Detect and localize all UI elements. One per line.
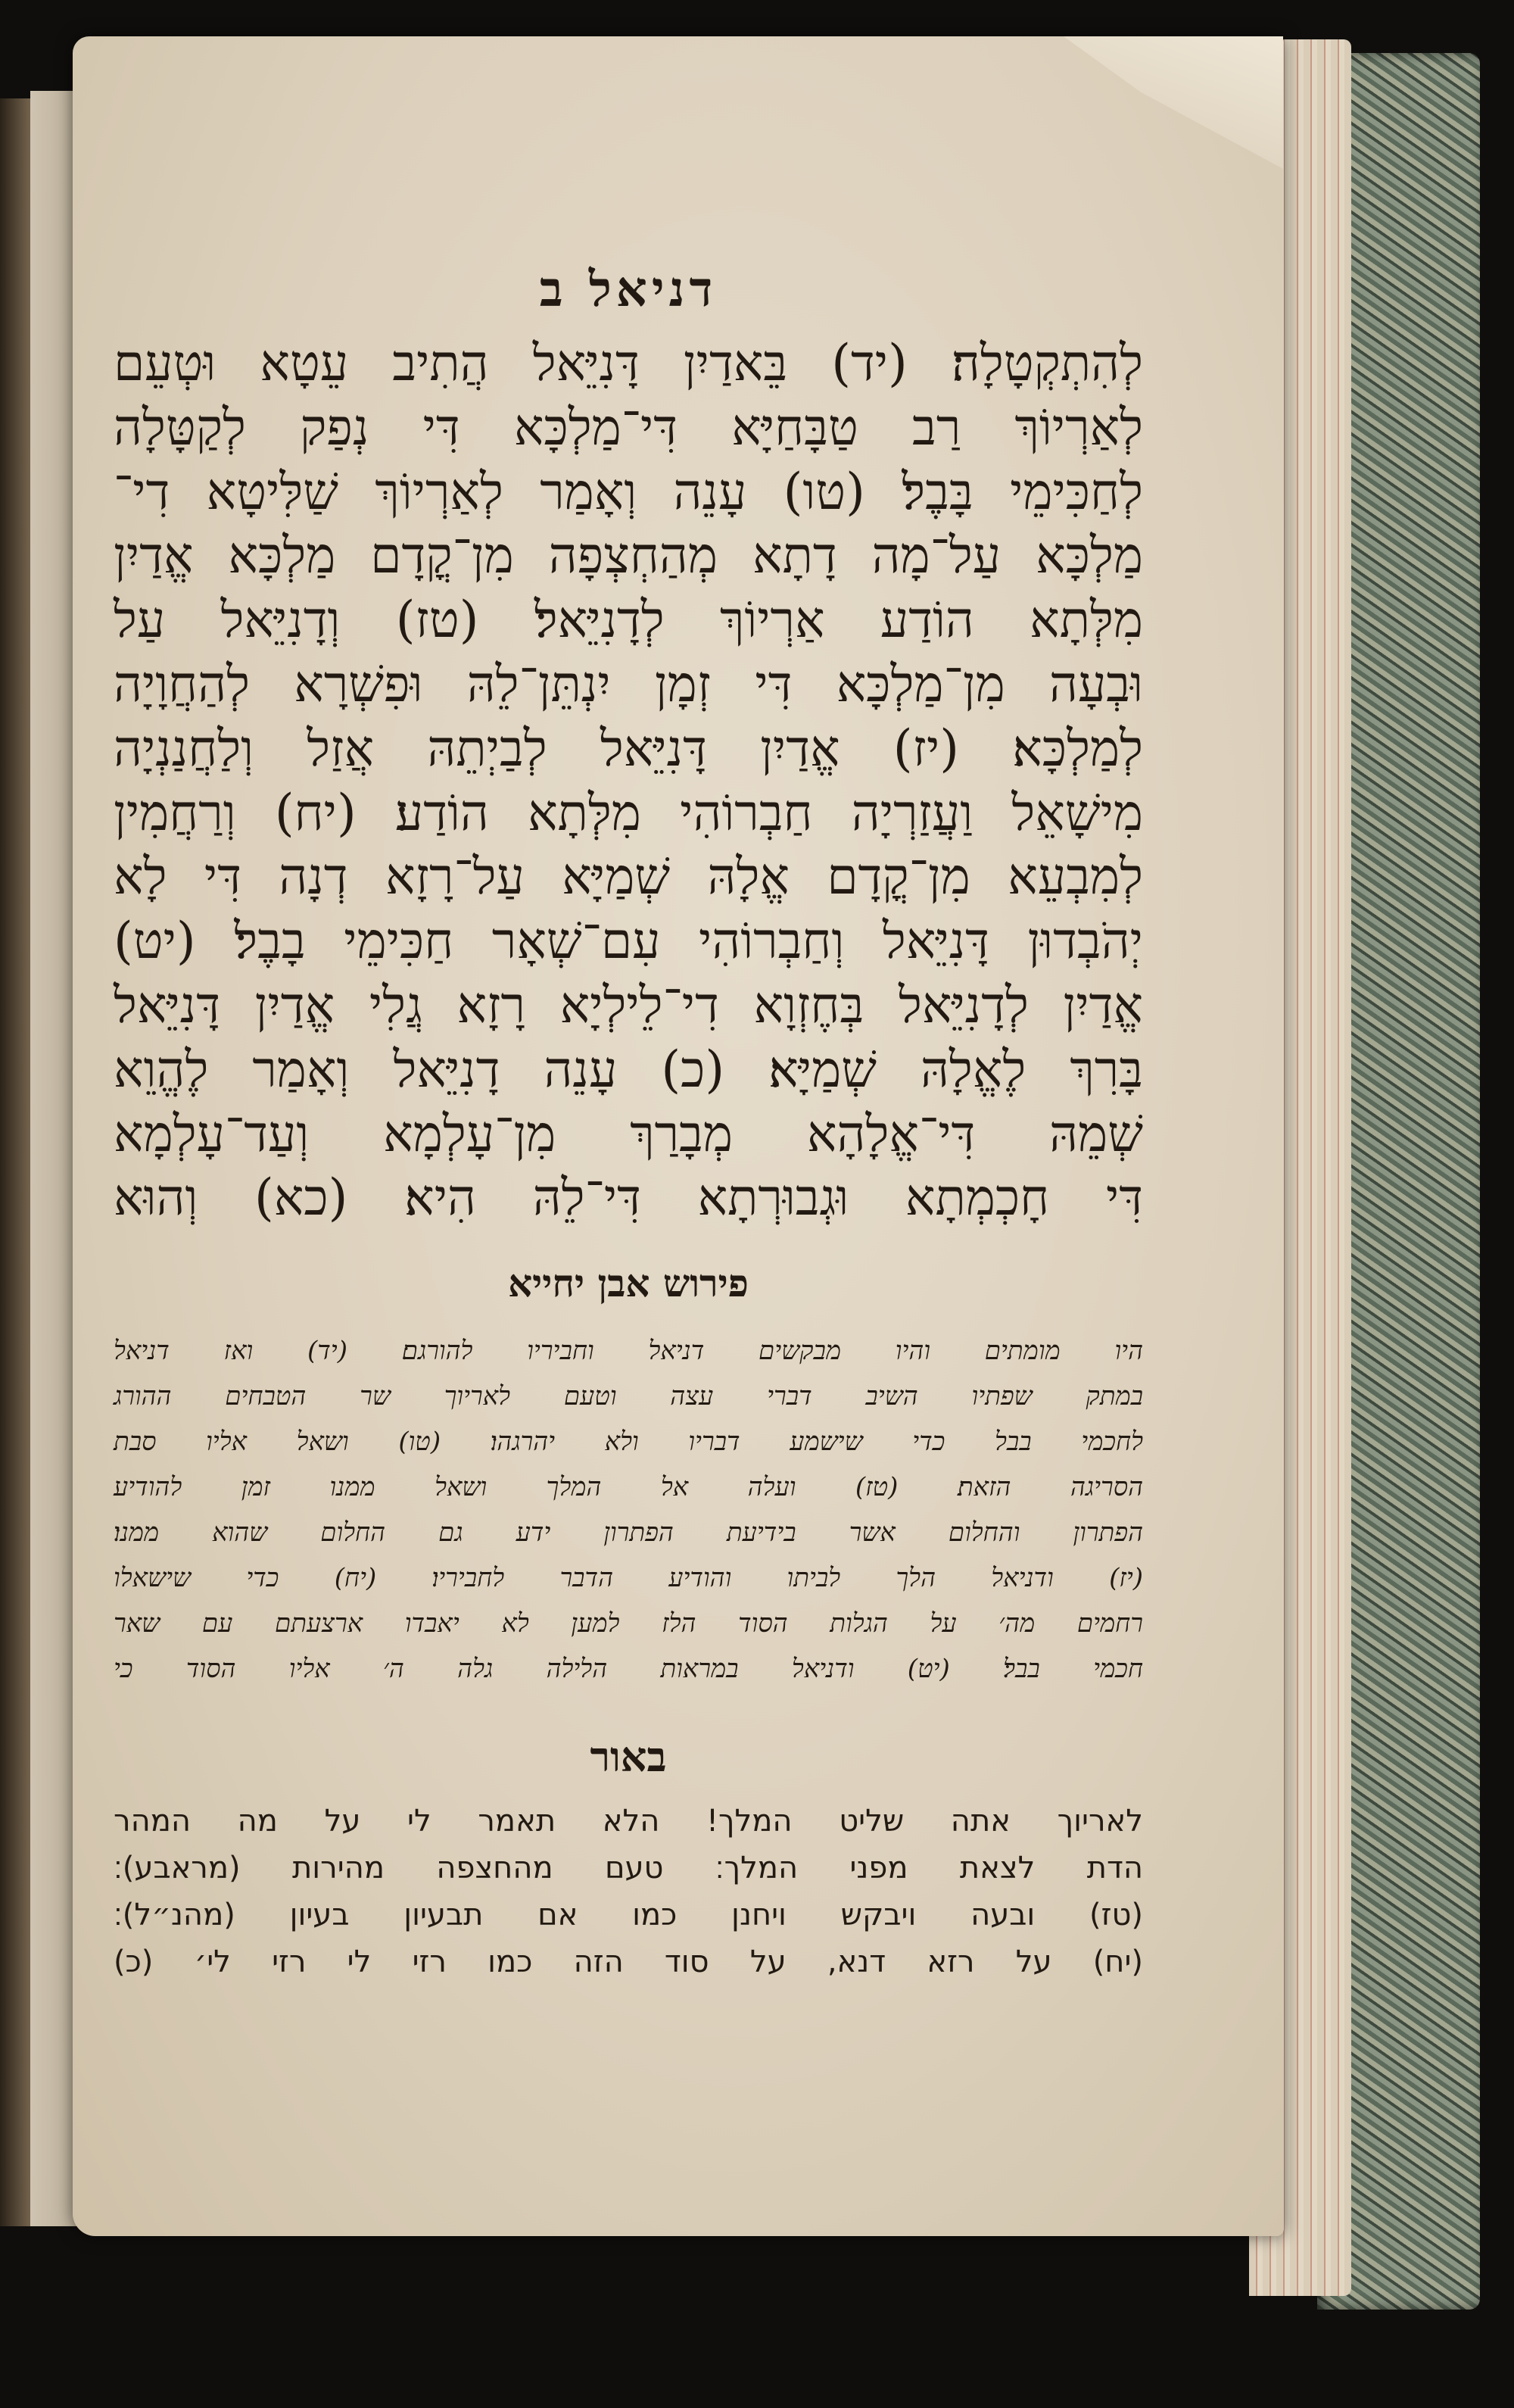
scripture-line: אֱדַיִן לְדָנִיֵּאל בְּחֶזְוָא דִי־לֵילְיָא רָזָא גֲלִי אֱדַיִן דָּנִיֵּאל bbox=[114, 975, 1143, 1034]
scripture-line: יְהֹבְדוּן דָּנִיֵּאל וְחַבְרוֹהִי עִם־שְׁאָר חַכִּימֵי בָבֶל׃ (יט) bbox=[114, 912, 1143, 971]
scripture-line: שְׁמֵהּ דִּי־אֱלָהָא מְבָרַךְ מִן־עָלְמָא וְעַד־עָלְמָא bbox=[114, 1104, 1143, 1163]
beur-title: באור bbox=[590, 1733, 667, 1782]
commentary-line: חכמי בבל׃ (יט) ודניאל במראות הלילה גלה ה׳ אליו הסוד כי bbox=[114, 1654, 1143, 1685]
scripture-line: וּבְעָה מִן־מַלְכָּא דִּי זְמָן יִנְתֵּן־לֵהּ וּפִשְׁרָא לְהַחֲוָיָה bbox=[114, 654, 1143, 713]
commentary-line: הפתרון והחלום אשר בידיעת הפתרון ידע גם החלום שהוא ממנו׃ bbox=[114, 1517, 1143, 1549]
scripture-line: מִלְּתָא הוֹדַע אַרְיוֹךְ לְדָנִיֵּאל׃ (טז) וְדָנִיֵּאל עַל bbox=[114, 591, 1143, 650]
page-text bbox=[114, 261, 1143, 1985]
commentary-title: פירוש אבן יחייא bbox=[508, 1261, 749, 1306]
commentary-line: היו מומתים והיו מבקשים דניאל וחביריו להורגם׃ (יד) ואז דניאל bbox=[114, 1336, 1143, 1367]
scripture-line: לְאַרְיוֹךְ רַב טַבָּחַיָּא דִּי־מַלְכָּא דִּי נְפַק לְקַטָּלָה bbox=[114, 398, 1143, 457]
scripture-block bbox=[114, 332, 1143, 1231]
scripture-line: מַלְכָּא עַל־מָה דָתָא מְהַחְצְפָה מִן־קֳדָם מַלְכָּא אֱדַיִן bbox=[114, 526, 1143, 585]
commentary-block bbox=[114, 1328, 1143, 1692]
scripture-line: לְמִבְעֵא מִן־קֳדָם אֱלָהּ שְׁמַיָּא עַל־רָזָא דְנָה דִּי לָא bbox=[114, 847, 1143, 906]
scripture-line: מִישָׁאֵל וַעֲזַרְיָה חַבְרוֹהִי מִלְּתָא הוֹדַע׃ (יח) וְרַחֲמִין bbox=[114, 783, 1143, 842]
running-head: דניאל ב bbox=[539, 261, 718, 318]
beur-line: (טז) ובעה ויבקש ויחנן כמו אם תבעיון בעיון (מהנ״ל)׃ bbox=[114, 1898, 1143, 1933]
beur-line: (יח) על רזא דנא, על סוד הזה כמו רזי לי רזי לי׳ (כ) bbox=[114, 1945, 1143, 1980]
commentary-line: הסריגה הזאת׃ (טז) ועלה אל המלך ושאל ממנו זמן להודיע bbox=[114, 1472, 1143, 1503]
scripture-line: לְמַלְכָּא׃ (יז) אֱדַיִן דָּנִיֵּאל לְבַיְתֵהּ אֲזַל וְלַחֲנַנְיָה bbox=[114, 719, 1143, 778]
commentary-line: רחמים מה׳ על הגלות הסוד הלז למען לא יאבדו ארצעתם עם שאר bbox=[114, 1608, 1143, 1639]
commentary-line: לחכמי בבל כדי שישמע דבריו ולא יהרגהו׃ (טו) ושאל אליו סבת bbox=[114, 1427, 1143, 1458]
scripture-line: בָּרִךְ לֶאֱלָהּ שְׁמַיָּא׃ (כ) עָנֵה דָנִיֵּאל וְאָמַר לֶהֱוֵא bbox=[114, 1040, 1143, 1099]
beur-block bbox=[114, 1798, 1143, 1985]
scripture-line: לְחַכִּימֵי בָּבֶל׃ (טו) עָנֵה וְאָמַר לְאַרְיוֹךְ שַׁלִּיטָא דִי־ bbox=[114, 462, 1143, 521]
beur-line: הדת לצאת מפני המלך׃ טעם מהחצפה מהירות (מראבע)׃ bbox=[114, 1851, 1143, 1886]
commentary-line: (יז) ודניאל הלך לביתו והודיע הדבר לחביריו׃ (יח) כדי שישאלו bbox=[114, 1563, 1143, 1594]
scripture-line: דִּי חָכְמְתָא וּגְבוּרְתָא דִּי־לֵהּ הִיא׃ (כא) וְהוּא bbox=[114, 1168, 1143, 1227]
scripture-line: לְהִתְקְטָלָה׃ (יד) בֵּאדַיִן דָּנִיֵּאל הֲתִיב עֵטָא וּטְעֵם bbox=[114, 334, 1143, 392]
beur-line: לאריוך אתה שליט המלך! הלא תאמר לי על מה המהר bbox=[114, 1804, 1143, 1839]
commentary-line: במתק שפתיו השיב דברי עצה וטעם לאריוך שר הטבחים ההורג bbox=[114, 1381, 1143, 1412]
